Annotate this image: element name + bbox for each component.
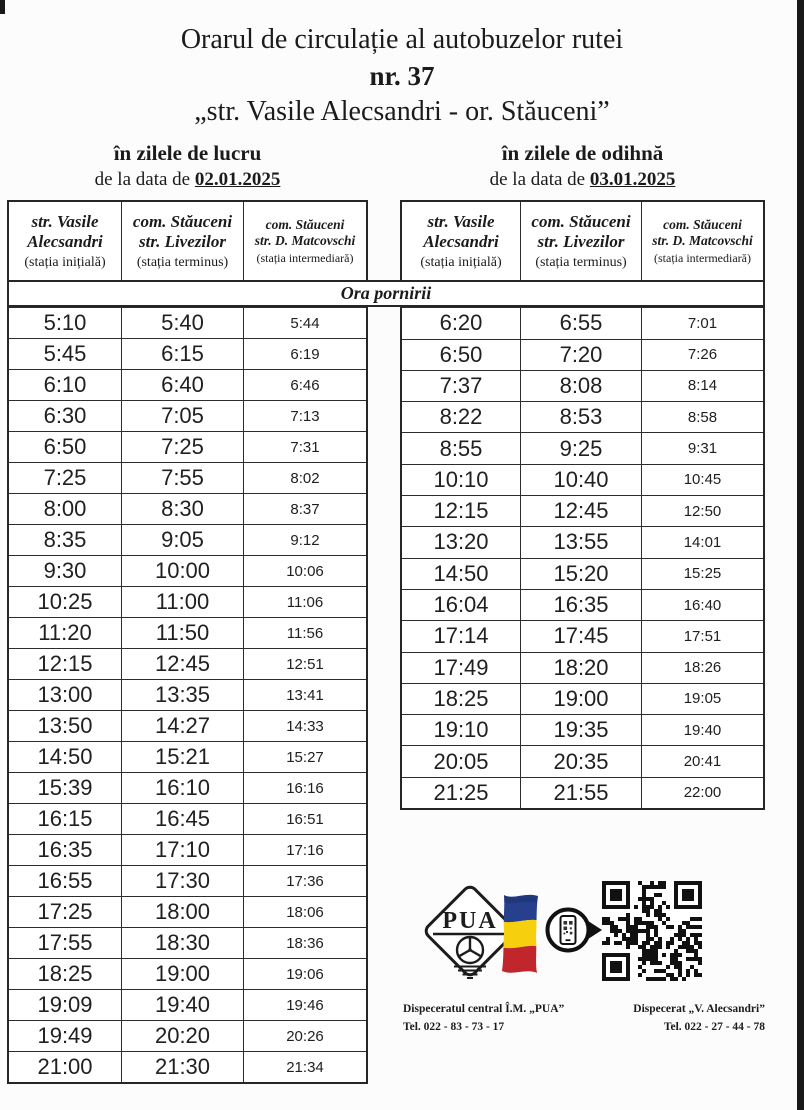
time-cell-terminus: 21:30 xyxy=(122,1052,244,1082)
title-block xyxy=(0,0,804,131)
time-cell-intermediate: 20:26 xyxy=(286,1027,324,1045)
time-cell-intermediate: 12:50 xyxy=(683,502,722,520)
table-row xyxy=(9,679,366,710)
time-cell-intermediate: 19:40 xyxy=(683,721,722,739)
dispatcher-alecsandri xyxy=(633,1001,765,1037)
time-cell-initial: 5:10 xyxy=(9,308,122,338)
dispatcher-central xyxy=(403,1001,564,1037)
time-cell-initial: 11:20 xyxy=(9,618,122,648)
time-cell-terminus: 7:25 xyxy=(122,432,244,462)
time-cell-intermediate: 16:16 xyxy=(286,779,324,797)
time-cell-initial: 15:39 xyxy=(9,773,122,803)
weekend-timetable xyxy=(400,307,765,810)
time-cell-initial: 21:00 xyxy=(9,1052,122,1082)
dispatcher-alecsandri-phone: Tel. 022 - 27 - 44 - 78 xyxy=(663,1020,765,1033)
time-cell-initial: 14:50 xyxy=(402,559,521,589)
time-cell-intermediate: 8:14 xyxy=(687,377,718,395)
table-row xyxy=(9,586,366,617)
table-row xyxy=(9,493,366,524)
time-cell-intermediate: 19:06 xyxy=(286,965,324,983)
weekday-timetable xyxy=(7,307,368,1084)
dispatcher-contacts xyxy=(403,1001,765,1037)
time-cell-intermediate: 18:26 xyxy=(683,659,722,677)
table-row xyxy=(9,927,366,958)
time-cell-terminus: 18:00 xyxy=(122,897,244,927)
qr-code xyxy=(602,881,702,981)
time-cell-terminus: 16:45 xyxy=(122,804,244,834)
time-cell-intermediate: 17:16 xyxy=(286,841,324,859)
time-cell-intermediate: 7:13 xyxy=(290,407,320,425)
weekday-table-header xyxy=(7,200,368,280)
table-row xyxy=(9,369,366,400)
time-cell-intermediate: 8:37 xyxy=(290,500,320,518)
time-cell-terminus: 5:40 xyxy=(122,308,244,338)
time-cell-terminus: 17:45 xyxy=(521,621,642,651)
table-row xyxy=(9,431,366,462)
schedule-subheaders xyxy=(0,140,804,191)
weekday-subheader xyxy=(7,140,368,191)
time-cell-terminus: 7:20 xyxy=(521,340,642,370)
scan-edge-strip xyxy=(797,0,804,1110)
time-cell-terminus: 6:15 xyxy=(122,339,244,369)
table-row xyxy=(9,772,366,803)
time-cell-initial: 20:05 xyxy=(402,746,521,776)
time-cell-intermediate: 7:26 xyxy=(687,346,718,364)
weekend-start-date: 03.01.2025 xyxy=(589,169,676,191)
time-cell-terminus: 6:40 xyxy=(122,370,244,400)
table-row xyxy=(9,803,366,834)
time-cell-intermediate: 17:51 xyxy=(683,627,722,645)
time-cell-initial: 14:50 xyxy=(9,742,122,772)
time-cell-terminus: 19:00 xyxy=(521,684,642,714)
dispatcher-central-label: Dispeceratul central Î.M. „PUA” xyxy=(403,1003,565,1015)
time-cell-initial: 17:14 xyxy=(402,621,521,651)
time-cell-terminus: 21:55 xyxy=(521,778,642,808)
time-cell-terminus: 12:45 xyxy=(521,496,642,526)
column-header-terminus-station: com. Stăuceni str. Livezilor (stația terminus) xyxy=(122,202,244,280)
schedule-tables xyxy=(7,200,765,1084)
time-cell-initial: 8:55 xyxy=(402,433,521,463)
time-cell-terminus: 20:35 xyxy=(521,746,642,776)
table-row xyxy=(9,462,366,493)
time-cell-initial: 6:50 xyxy=(9,432,122,462)
column-header-intermediate-station: com. Stăuceni str. D. Matcovschi (stația intermediară) xyxy=(652,216,753,265)
table-row xyxy=(402,401,763,432)
time-cell-terminus: 12:45 xyxy=(122,649,244,679)
table-row xyxy=(9,958,366,989)
table-row xyxy=(402,589,763,620)
time-cell-initial: 8:22 xyxy=(402,402,521,432)
time-cell-intermediate: 21:34 xyxy=(286,1058,324,1076)
time-cell-intermediate: 9:12 xyxy=(290,531,320,549)
time-cell-intermediate: 11:56 xyxy=(286,624,324,642)
time-cell-intermediate: 18:06 xyxy=(286,903,324,921)
time-cell-initial: 17:25 xyxy=(9,897,122,927)
time-cell-initial: 19:10 xyxy=(402,715,521,745)
time-cell-terminus: 9:25 xyxy=(521,433,642,463)
moldova-flag-ribbon xyxy=(499,893,541,977)
table-row xyxy=(402,495,763,526)
time-cell-terminus: 18:20 xyxy=(521,653,642,683)
time-cell-initial: 6:30 xyxy=(9,401,122,431)
time-cell-intermediate: 9:31 xyxy=(687,440,718,458)
time-cell-initial: 6:20 xyxy=(402,308,521,338)
time-cell-terminus: 11:50 xyxy=(122,618,244,648)
time-cell-terminus: 6:55 xyxy=(521,308,642,338)
time-cell-initial: 7:25 xyxy=(9,463,122,493)
time-cell-terminus: 17:30 xyxy=(122,866,244,896)
route-name: „str. Vasile Alecsandri - or. Stăuceni” xyxy=(194,96,610,128)
time-cell-intermediate: 15:25 xyxy=(683,565,722,583)
time-cell-terminus: 7:05 xyxy=(122,401,244,431)
column-header-terminus-station: com. Stăuceni str. Livezilor (stația terminus) xyxy=(521,202,642,280)
time-cell-terminus: 19:40 xyxy=(122,990,244,1020)
time-cell-terminus: 11:00 xyxy=(122,587,244,617)
table-row xyxy=(9,710,366,741)
time-cell-terminus: 18:30 xyxy=(122,928,244,958)
time-cell-terminus: 19:35 xyxy=(521,715,642,745)
time-cell-terminus: 16:35 xyxy=(521,590,642,620)
time-cell-intermediate: 7:31 xyxy=(290,438,320,456)
column-header-initial-station: str. Vasile Alecsandri (stația inițială) xyxy=(402,202,521,280)
time-cell-initial: 21:25 xyxy=(402,778,521,808)
table-row xyxy=(402,558,763,589)
table-row xyxy=(402,432,763,463)
time-cell-initial: 8:00 xyxy=(9,494,122,524)
time-cell-terminus: 8:30 xyxy=(122,494,244,524)
time-cell-intermediate: 22:00 xyxy=(683,784,722,802)
table-row xyxy=(9,338,366,369)
table-row xyxy=(9,617,366,648)
table-row xyxy=(9,555,366,586)
column-header-intermediate-station: com. Stăuceni str. D. Matcovschi (stația intermediară) xyxy=(254,216,356,265)
table-row xyxy=(9,307,366,338)
time-cell-intermediate: 8:02 xyxy=(290,469,320,487)
time-cell-initial: 6:10 xyxy=(9,370,122,400)
time-cell-terminus: 9:05 xyxy=(122,525,244,555)
time-cell-intermediate: 15:27 xyxy=(286,748,324,766)
time-cell-terminus: 15:20 xyxy=(521,559,642,589)
time-cell-initial: 5:45 xyxy=(9,339,122,369)
weekday-start-date: 02.01.2025 xyxy=(194,169,281,191)
time-cell-initial: 13:20 xyxy=(402,527,521,557)
time-cell-intermediate: 7:01 xyxy=(687,314,718,332)
table-row xyxy=(9,865,366,896)
time-cell-terminus: 8:08 xyxy=(521,371,642,401)
table-row xyxy=(402,464,763,495)
time-cell-terminus: 19:00 xyxy=(122,959,244,989)
table-row xyxy=(402,370,763,401)
departure-time-band: Ora pornirii xyxy=(7,280,765,307)
table-bodies xyxy=(7,307,765,1084)
weekend-date-line xyxy=(400,169,765,191)
time-cell-terminus: 14:27 xyxy=(122,711,244,741)
table-row xyxy=(9,896,366,927)
svg-text:PUA: PUA xyxy=(442,908,498,934)
table-row xyxy=(402,526,763,557)
time-cell-initial: 12:15 xyxy=(402,496,521,526)
table-row xyxy=(402,777,763,808)
time-cell-initial: 18:25 xyxy=(402,684,521,714)
weekday-label: în zilele de lucru xyxy=(113,141,262,165)
time-cell-initial: 17:55 xyxy=(9,928,122,958)
weekend-label: în zilele de odihnă xyxy=(501,141,664,165)
table-row xyxy=(9,1020,366,1051)
time-cell-intermediate: 6:19 xyxy=(290,345,320,363)
table-row xyxy=(402,683,763,714)
time-cell-initial: 12:15 xyxy=(9,649,122,679)
weekend-subheader xyxy=(400,140,765,191)
time-cell-initial: 16:55 xyxy=(9,866,122,896)
page-title: Orarul de circulație al autobuzelor rutei xyxy=(180,24,624,55)
time-cell-terminus: 10:00 xyxy=(122,556,244,586)
time-cell-terminus: 10:40 xyxy=(521,465,642,495)
table-row xyxy=(9,400,366,431)
time-cell-initial: 8:35 xyxy=(9,525,122,555)
time-cell-intermediate: 6:46 xyxy=(290,376,320,394)
time-cell-intermediate: 19:05 xyxy=(683,690,722,708)
time-cell-intermediate: 12:51 xyxy=(286,655,324,673)
time-cell-intermediate: 8:58 xyxy=(687,408,718,426)
time-cell-initial: 6:50 xyxy=(402,340,521,370)
time-cell-initial: 7:37 xyxy=(402,371,521,401)
time-cell-terminus: 15:21 xyxy=(122,742,244,772)
time-cell-initial: 13:00 xyxy=(9,680,122,710)
dispatcher-alecsandri-label: Dispecerat „V. Alecsandri” xyxy=(633,1003,765,1015)
table-row xyxy=(9,834,366,865)
table-row xyxy=(402,652,763,683)
footer-block xyxy=(400,873,765,1048)
weekday-date-prefix: de la data de xyxy=(94,169,191,191)
time-cell-initial: 16:35 xyxy=(9,835,122,865)
time-cell-intermediate: 10:45 xyxy=(683,471,722,489)
time-cell-intermediate: 14:01 xyxy=(683,533,722,551)
time-cell-initial: 13:50 xyxy=(9,711,122,741)
weekend-date-prefix: de la data de xyxy=(489,169,586,191)
table-row xyxy=(9,524,366,555)
table-row xyxy=(9,989,366,1020)
table-headers xyxy=(7,200,765,280)
time-cell-initial: 19:49 xyxy=(9,1021,122,1051)
table-row xyxy=(402,339,763,370)
time-cell-intermediate: 19:46 xyxy=(286,996,324,1014)
time-cell-terminus: 7:55 xyxy=(122,463,244,493)
time-cell-initial: 16:15 xyxy=(9,804,122,834)
time-cell-intermediate: 11:06 xyxy=(286,593,324,611)
time-cell-terminus: 8:53 xyxy=(521,402,642,432)
time-cell-intermediate: 18:36 xyxy=(286,934,324,952)
table-row xyxy=(9,741,366,772)
time-cell-intermediate: 16:40 xyxy=(683,596,722,614)
time-cell-intermediate: 20:41 xyxy=(683,753,722,771)
time-cell-intermediate: 5:44 xyxy=(290,314,320,332)
scan-phone-icon xyxy=(544,905,604,955)
time-cell-initial: 10:25 xyxy=(9,587,122,617)
column-header-initial-station: str. Vasile Alecsandri (stația inițială) xyxy=(9,202,122,280)
time-cell-intermediate: 10:06 xyxy=(286,562,324,580)
time-cell-intermediate: 16:51 xyxy=(286,810,324,828)
route-number: nr. 37 xyxy=(369,60,435,91)
table-row xyxy=(402,620,763,651)
time-cell-intermediate: 13:41 xyxy=(286,686,324,704)
dispatcher-central-phone: Tel. 022 - 83 - 73 - 17 xyxy=(403,1020,505,1033)
table-row xyxy=(9,648,366,679)
right-column xyxy=(400,307,765,1048)
time-cell-initial: 16:04 xyxy=(402,590,521,620)
scan-artifact-corner xyxy=(0,0,5,14)
time-cell-intermediate: 17:36 xyxy=(286,872,324,890)
table-row xyxy=(402,307,763,338)
weekday-date-line xyxy=(7,169,368,191)
weekend-table-header xyxy=(400,200,765,280)
time-cell-initial: 18:25 xyxy=(9,959,122,989)
table-row xyxy=(402,714,763,745)
table-row xyxy=(9,1051,366,1082)
time-cell-initial: 9:30 xyxy=(9,556,122,586)
time-cell-intermediate: 14:33 xyxy=(286,717,324,735)
time-cell-initial: 19:09 xyxy=(9,990,122,1020)
time-cell-terminus: 16:10 xyxy=(122,773,244,803)
time-cell-terminus: 17:10 xyxy=(122,835,244,865)
time-cell-terminus: 13:35 xyxy=(122,680,244,710)
time-cell-terminus: 20:20 xyxy=(122,1021,244,1051)
time-cell-initial: 17:49 xyxy=(402,653,521,683)
table-row xyxy=(402,745,763,776)
time-cell-initial: 10:10 xyxy=(402,465,521,495)
time-cell-terminus: 13:55 xyxy=(521,527,642,557)
